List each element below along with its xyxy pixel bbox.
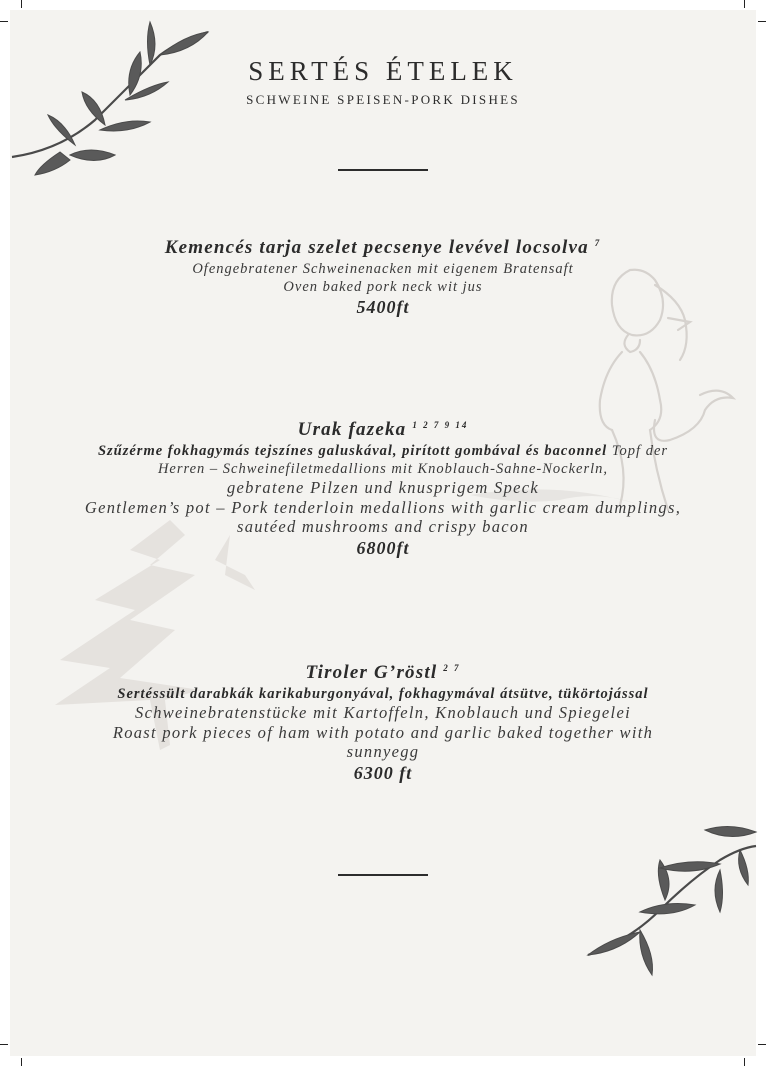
dish-name-text: Tiroler G’röstl xyxy=(305,662,438,683)
allergen-codes: 2 7 xyxy=(443,663,461,673)
dish-name xyxy=(30,231,736,260)
menu-item xyxy=(30,413,736,559)
divider xyxy=(338,169,428,171)
dish-desc-de: Herren – Schweinefiletmedallions mit Knoblauch-Sahne-Nockerln, xyxy=(157,461,609,477)
menu-item xyxy=(30,656,736,784)
dish-price: 6800ft xyxy=(356,537,410,558)
allergen-codes: 7 xyxy=(594,238,602,248)
dish-desc-de: gebratene Pilzen und knusprigem Speck xyxy=(226,478,540,497)
dish-desc-en: Roast pork pieces of ham with potato and garlic baked together with xyxy=(112,722,654,742)
dish-price: 6300 ft xyxy=(353,762,413,783)
page-subtitle: SCHWEINE SPEISEN-PORK DISHES xyxy=(246,92,520,107)
divider xyxy=(338,874,428,876)
dish-desc-en: Gentlemen’s pot – Pork tenderloin medallions with garlic cream dumplings, xyxy=(84,497,682,517)
allergen-codes: 1 2 7 9 14 xyxy=(412,420,469,430)
dish-desc-de: Ofengebratener Schweinenacken mit eigenem Bratensaft xyxy=(192,261,574,277)
dish-desc-hu: Sertéssült darabkák karikaburgonyával, fokhagymával átsütve, tükörtojással xyxy=(117,686,649,702)
dish-desc-en: sautéed mushrooms and crispy bacon xyxy=(237,517,529,536)
dish-name xyxy=(30,413,736,442)
dish-price: 5400ft xyxy=(356,297,410,317)
dish-name-text: Kemencés tarja szelet pecsenye levével locsolva xyxy=(164,237,589,258)
page-title: SERTÉS ÉTELEK xyxy=(248,56,518,86)
dish-desc-hu: Szűzérme fokhagymás tejszínes galuskával, pirított gombával és baconnel xyxy=(97,443,608,459)
dish-desc-de: Topf der xyxy=(611,443,669,459)
dish-name-text: Urak fazeka xyxy=(297,419,407,440)
dish-desc-en: Oven baked pork neck wit jus xyxy=(283,279,483,295)
dish-desc-de: Schweinebratenstücke mit Kartoffeln, Knoblauch und Spiegelei xyxy=(135,703,631,722)
dish-name xyxy=(30,656,736,685)
dish-desc-en: sunnyegg xyxy=(346,742,420,761)
menu-item xyxy=(30,231,736,318)
